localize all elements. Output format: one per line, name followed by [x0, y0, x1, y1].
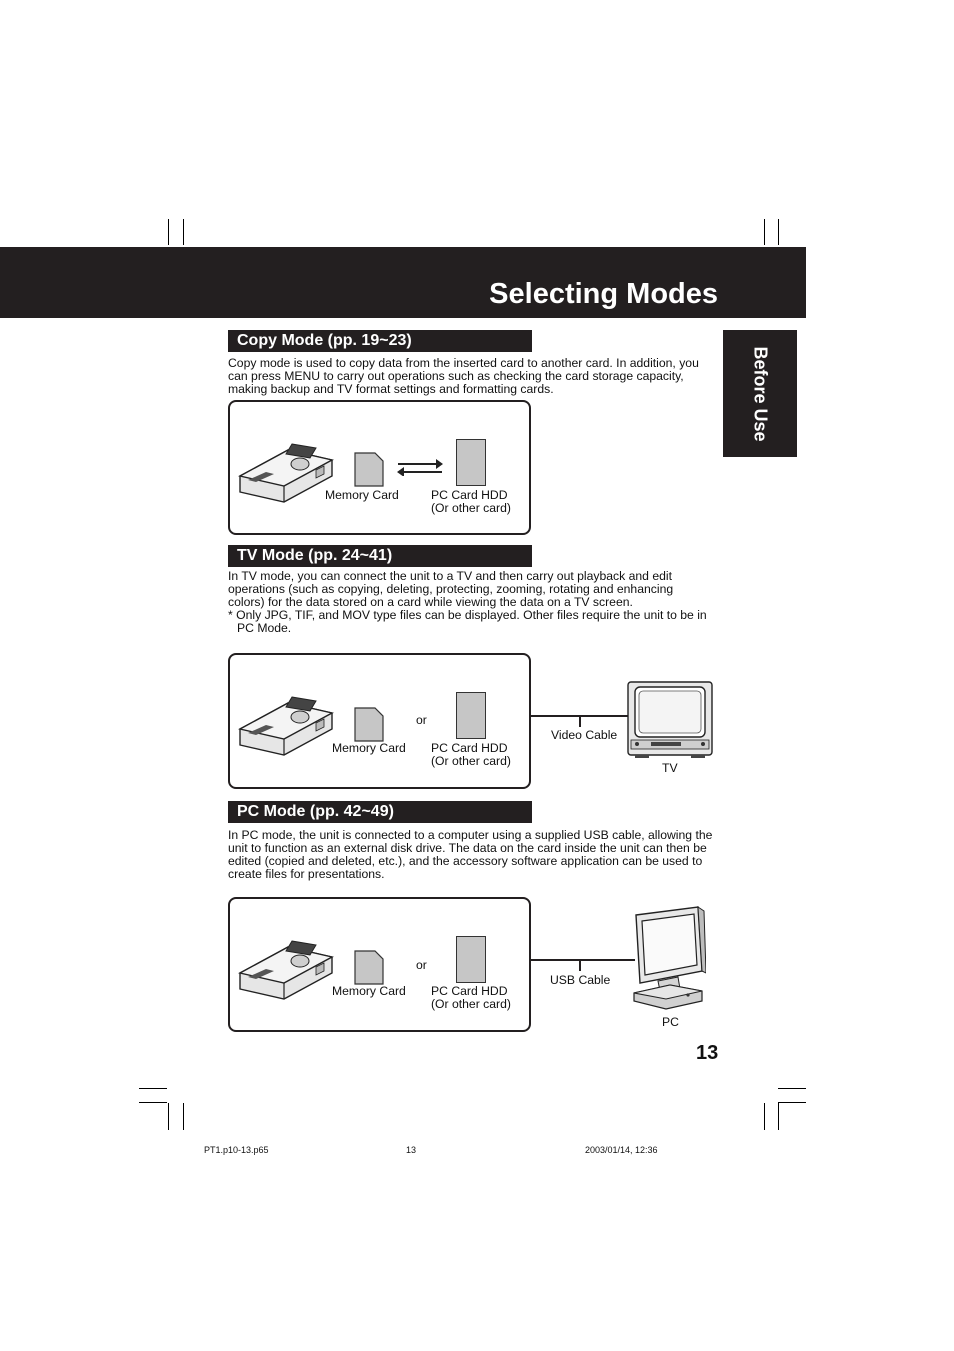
- tv-mode-heading: TV Mode (pp. 24~41): [228, 545, 532, 567]
- pc-card-hdd-icon: [456, 936, 486, 983]
- video-cable-tick: [579, 715, 581, 727]
- usb-cable-tick: [579, 959, 581, 971]
- video-cable-label: Video Cable: [551, 728, 618, 742]
- pc-card-sublabel: (Or other card): [431, 501, 511, 515]
- footer-timestamp: 2003/01/14, 12:36: [585, 1145, 658, 1155]
- tv-mode-body: In TV mode, you can connect the unit to a TV and then carry out playback and edit operations (such as copying, deleting, protecting, zooming, rotating and enhancing colors) for the data stored on a card while viewing the data on a TV screen.: [228, 569, 674, 609]
- pc-card-hdd-icon: [456, 439, 486, 486]
- side-tab-label: Before Use: [750, 345, 771, 442]
- bidirectional-arrows-icon: [396, 458, 444, 476]
- or-label: or: [416, 958, 427, 972]
- pc-card-hdd-icon: [456, 692, 486, 739]
- pc-label: PC: [662, 1015, 679, 1029]
- pc-card-sublabel: (Or other card): [431, 754, 511, 768]
- usb-cable-label: USB Cable: [550, 973, 611, 987]
- copy-mode-heading: Copy Mode (pp. 19~23): [228, 330, 532, 352]
- or-label: or: [416, 713, 427, 727]
- memory-card-icon: [354, 707, 384, 742]
- tv-label: TV: [662, 761, 678, 775]
- memory-card-icon: [354, 452, 384, 487]
- page-number: 13: [696, 1042, 719, 1064]
- memory-card-icon: [354, 950, 384, 985]
- tv-mode-diagram: [228, 653, 531, 789]
- usb-cable-line: [531, 959, 635, 961]
- pc-card-label: PC Card HDD: [431, 984, 508, 998]
- copy-mode-diagram: [228, 400, 531, 535]
- pc-mode-heading: PC Mode (pp. 42~49): [228, 801, 532, 823]
- memory-card-label: Memory Card: [332, 741, 406, 755]
- pc-mode-body: In PC mode, the unit is connected to a computer using a supplied USB cable, allowing the unit to function as an external disk drive. The data on the card inside the unit can then be edited (copied and deleted, etc.), and the accessory software application can be used to create files for presentations.: [228, 828, 713, 881]
- memory-card-label: Memory Card: [325, 488, 399, 502]
- pc-mode-diagram: [228, 897, 531, 1032]
- card-reader-device-icon: [236, 933, 336, 1001]
- memory-card-label: Memory Card: [332, 984, 406, 998]
- pc-monitor-icon: [630, 905, 706, 1011]
- pc-card-label: PC Card HDD: [431, 488, 508, 502]
- copy-mode-body: Copy mode is used to copy data from the inserted card to another card. In addition, you can press MENU to carry out operations such as checking the card storage capacity, making backup and TV format settings and formatting cards.: [228, 356, 699, 396]
- pc-card-sublabel: (Or other card): [431, 997, 511, 1011]
- tv-mode-note: * Only JPG, TIF, and MOV type files can be displayed. Other files require the unit to be in PC Mode.: [228, 608, 707, 635]
- page-title: Selecting Modes: [489, 278, 718, 310]
- tv-icon: [627, 681, 713, 759]
- footer-page: 13: [406, 1145, 417, 1155]
- card-reader-device-icon: [236, 436, 336, 504]
- footer-filename: PT1.p10-13.p65: [204, 1145, 269, 1155]
- card-reader-device-icon: [236, 689, 336, 757]
- side-tab: [723, 330, 797, 457]
- pc-card-label: PC Card HDD: [431, 741, 508, 755]
